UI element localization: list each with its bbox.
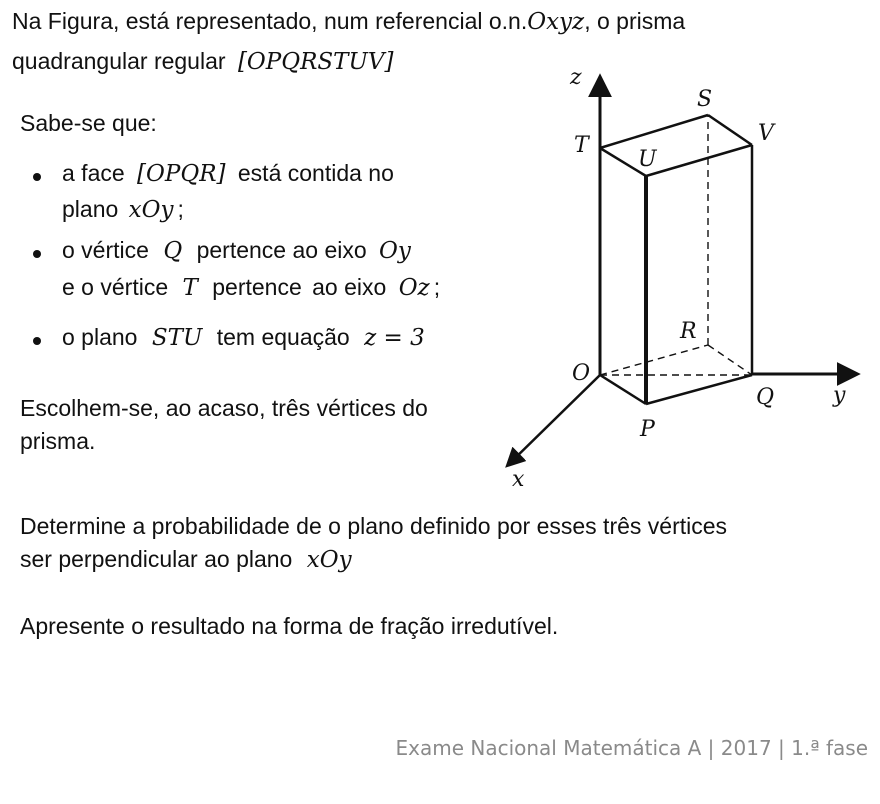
b1-text-b: está contida no bbox=[237, 160, 394, 186]
b3-text-b: tem equação bbox=[216, 324, 350, 350]
label-z: z bbox=[570, 65, 582, 90]
b2-text-b: pertence ao eixo bbox=[196, 237, 367, 263]
math-prism-name: [OPQRSTUV] bbox=[237, 49, 394, 75]
visible-edges bbox=[600, 115, 752, 404]
x-axis bbox=[508, 375, 600, 465]
task-line-1: Determine a probabilidade de o plano definido por esses três vértices bbox=[20, 513, 728, 539]
label-R: R bbox=[680, 319, 697, 344]
intro-text: Na Figura, está representado, num referencial o.n. bbox=[12, 8, 528, 34]
math-t: T bbox=[182, 275, 198, 301]
choose-line-1: Escolhem-se, ao acaso, três vértices do bbox=[20, 395, 428, 421]
b2-text-d: pertence bbox=[212, 274, 302, 300]
intro-tail: , o prisma bbox=[584, 8, 686, 34]
label-x: x bbox=[512, 467, 525, 492]
task-text-2: ser perpendicular ao plano bbox=[20, 546, 293, 572]
math-xoy: xOy bbox=[128, 197, 174, 223]
exam-source: Exame Nacional Matemática A | 2017 | 1.ª fase bbox=[395, 736, 868, 760]
choose-line-2: prisma. bbox=[20, 428, 96, 454]
b2-semicolon: ; bbox=[433, 274, 441, 300]
label-S: S bbox=[697, 87, 713, 112]
label-P: P bbox=[640, 417, 655, 442]
b2-text-e: ao eixo bbox=[312, 274, 387, 300]
math-oxyz: Oxyz bbox=[527, 9, 585, 35]
b3-text-a: o plano bbox=[62, 324, 138, 350]
label-O: O bbox=[572, 361, 591, 386]
label-V: V bbox=[758, 121, 774, 146]
math-stu: STU bbox=[151, 325, 203, 351]
intro-text-2: quadrangular regular bbox=[12, 48, 226, 74]
b1-semicolon: ; bbox=[177, 196, 184, 222]
b1-text-a: a face bbox=[62, 160, 125, 186]
math-q: Q bbox=[163, 238, 183, 264]
label-Q: Q bbox=[756, 385, 775, 410]
math-z-eq-3: z = 3 bbox=[364, 325, 425, 351]
math-oz: Oz bbox=[398, 275, 430, 301]
task-line-3: Apresente o resultado na forma de fração irredutível. bbox=[20, 613, 559, 639]
b2-text-a: o vértice bbox=[62, 237, 149, 263]
label-T: T bbox=[574, 133, 589, 158]
math-oy: Oy bbox=[379, 238, 411, 264]
label-y: y bbox=[833, 383, 846, 408]
b2-text-c: e o vértice bbox=[62, 274, 169, 300]
hidden-edges bbox=[600, 115, 752, 375]
known-heading: Sabe-se que: bbox=[20, 110, 157, 136]
math-xoy-2: xOy bbox=[306, 547, 352, 573]
b1-text-c: plano bbox=[62, 196, 119, 222]
math-face-opqr: [OPQR] bbox=[137, 161, 226, 187]
label-U: U bbox=[638, 147, 657, 172]
